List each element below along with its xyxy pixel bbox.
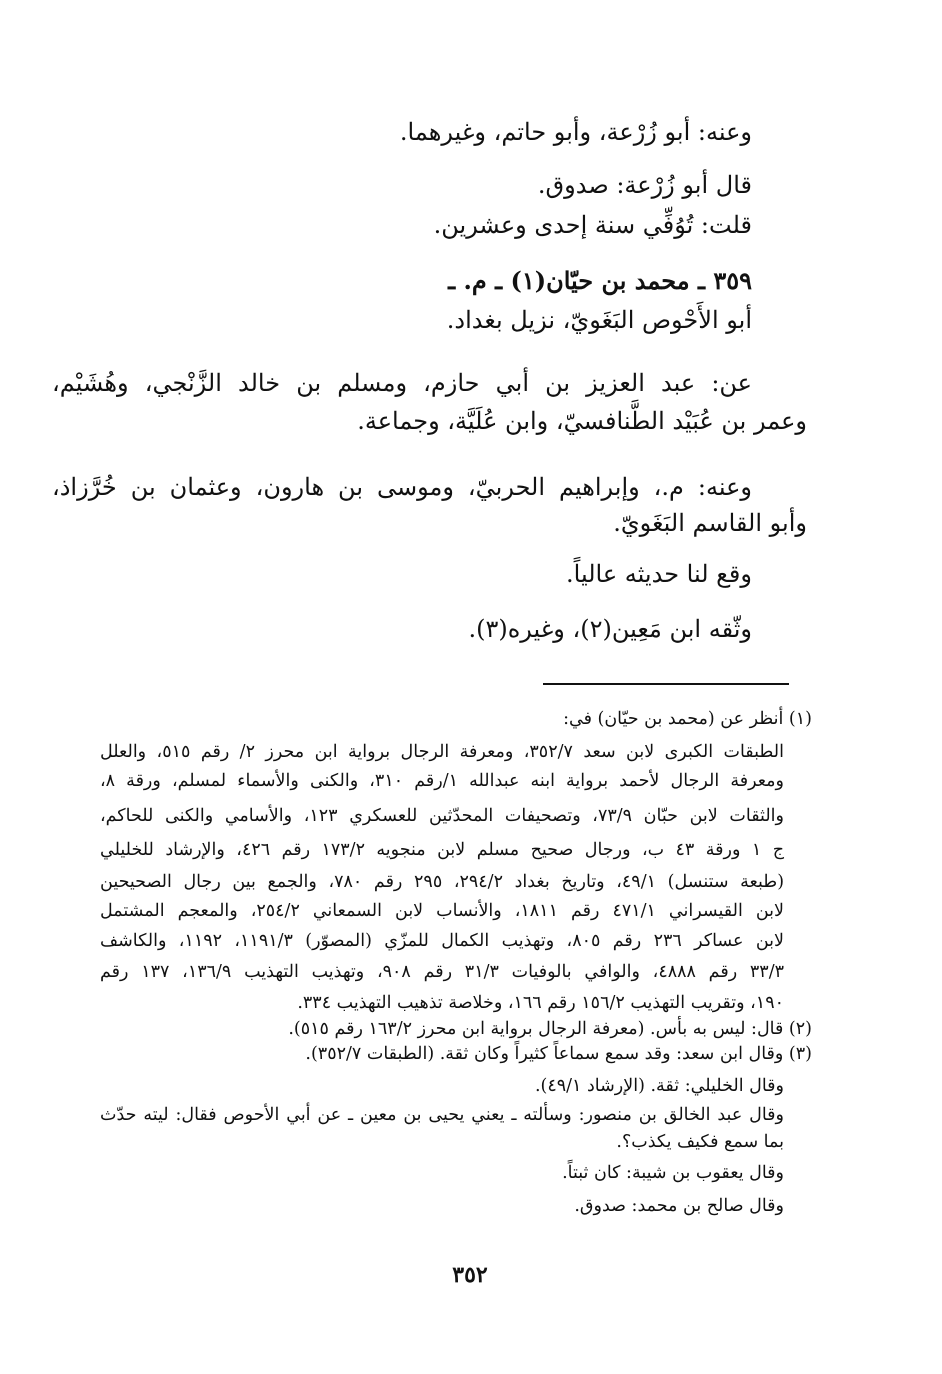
footnote-separator xyxy=(543,683,789,685)
entry-heading: ٣٥٩ ـ محمد بن حيّان(١) ـ م. ـ xyxy=(448,266,752,295)
footnote-line: ومعرفة الرجال لأحمد برواية ابنه عبدالله ١/رقم ٣١٠، والكنى والأسماء لمسلم، ورقة ٨، xyxy=(100,771,784,791)
footnote-line: ١٩٠، وتقريب التهذيب ١٥٦/٢ رقم ١٦٦، وخلاصة تذهيب التهذيب ٣٣٤. xyxy=(297,993,784,1013)
text-line: وأبو القاسم البَغَويّ. xyxy=(613,509,807,537)
footnote-line: والثقات لابن حبّان ٧٣/٩، وتصحيفات المحدّثين للعسكري ١٢٣، والأسامي والكنى للحاكم، xyxy=(100,806,784,826)
text-line: وعنه: م.، وإبراهيم الحربيّ، وموسى بن هارون، وعثمان بن خُرَّزاذ، xyxy=(52,473,752,501)
footnote-line: وقال يعقوب بن شيبة: كان ثبتاً. xyxy=(562,1163,784,1183)
text-line: وقع لنا حديثه عالياً. xyxy=(566,560,752,588)
footnote-line: (١) أنظر عن (محمد بن حيّان) في: xyxy=(563,709,812,729)
text-line: عن: عبد العزيز بن أبي حازم، ومسلم بن خالد الزَّنْجي، وهُشَيْم، xyxy=(52,369,752,397)
footnote-line: لابن عساكر ٢٣٦ رقم ٨٠٥، وتهذيب الكمال للمزّي (المصوّر) ١١٩١/٣، ١١٩٢، والكاشف xyxy=(100,931,785,951)
text-line: أبو الأَحْوص البَغَويّ، نزيل بغداد. xyxy=(446,306,752,334)
footnote-line: (٢) قال: ليس به بأس. (معرفة الرجال برواية ابن محرز ١٦٣/٢ رقم ٥١٥). xyxy=(288,1019,812,1039)
footnote-line: (طبعة ستنسل) ٤٩/١، وتاريخ بغداد ٢٩٤/٢، ٢٩٥ رقم ٧٨٠، والجمع بين رجال الصحيحين xyxy=(100,872,785,892)
text-line: وثّقه ابن مَعِين(٢)، وغيره(٣). xyxy=(468,615,752,643)
text-line: قال أبو زُرْعة: صدوق. xyxy=(537,171,752,199)
footnote-line: ج ١ ورقة ٤٣ ب، ورجال صحيح مسلم لابن منجويه ١٧٣/٢ رقم ٤٢٦، والإرشاد للخليلي xyxy=(100,840,784,860)
footnote-line: ٣٣/٣ رقم ٤٨٨٨، والوافي بالوفيات ٣١/٣ رقم ٩٠٨، وتهذيب التهذيب ١٣٦/٩، ١٣٧ رقم xyxy=(100,962,785,982)
text-line: وعنه: أبو زُرْعة، وأبو حاتم، وغيرهما. xyxy=(399,118,752,146)
text-line: وعمر بن عُبَيْد الطَّنافسيّ، وابن عُلَيَّة، وجماعة. xyxy=(357,407,807,435)
footnote-line: وقال عبد الخالق بن منصور: وسألته ـ يعني يحيى بن معين ـ عن أبي الأحوص فقال: ليته حدّث xyxy=(100,1105,784,1125)
text-line: قلت: تُوُفِّي سنة إحدى وعشرين. xyxy=(433,211,752,239)
footnote-line: لابن القيسراني ٤٧١/١ رقم ١٨١١، والأنساب لابن السمعاني ٢٥٤/٢، والمعجم المشتمل xyxy=(100,901,785,921)
footnote-line: وقال صالح بن محمد: صدوق. xyxy=(574,1196,784,1216)
footnote-line: (٣) وقال ابن سعد: وقد سمع سماعاً كثيراً وكان ثقة. (الطبقات ٣٥٢/٧). xyxy=(305,1044,812,1064)
footnote-line: بما سمع فكيف يكذب؟. xyxy=(616,1132,784,1152)
footnote-line: الطبقات الكبرى لابن سعد ٣٥٢/٧، ومعرفة الرجال برواية ابن محرز ٢/ رقم ٥١٥، والعلل xyxy=(100,742,784,762)
footnote-line: وقال الخليلي: ثقة. (الإرشاد ٤٩/١). xyxy=(534,1076,784,1096)
page-number: ٣٥٢ xyxy=(452,1262,488,1288)
